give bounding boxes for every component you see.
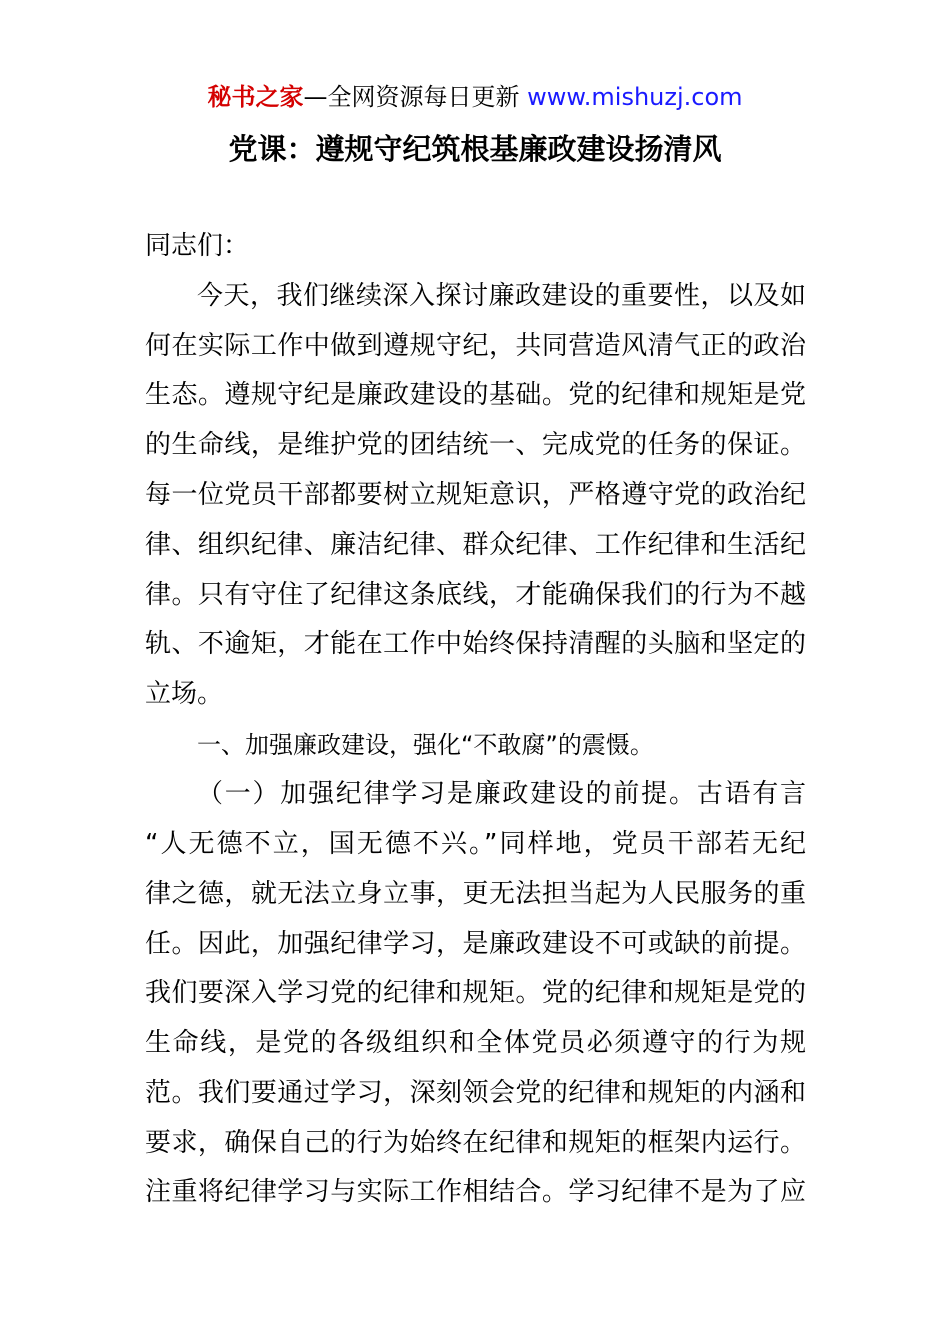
site-header	[0, 80, 950, 114]
body-line: 生态。遵规守纪是廉政建设的基础。党的纪律和规矩是党	[145, 380, 806, 410]
body-line: 律之德，就无法立身立事，更无法担当起为人民服务的重	[145, 879, 806, 909]
body-line: 律、组织纪律、廉洁纪律、群众纪律、工作纪律和生活纪	[145, 530, 806, 560]
body-line: 生命线，是党的各级组织和全体党员必须遵守的行为规	[145, 1028, 806, 1058]
body-line: 我们要深入学习党的纪律和规矩。党的纪律和规矩是党的	[145, 978, 806, 1008]
body-line: 要求，确保自己的行为始终在纪律和规矩的框架内运行。	[145, 1128, 806, 1158]
body-line: “人无德不立，国无德不兴。”同样地，党员干部若无纪	[145, 829, 806, 859]
document-title: 党课：遵规守纪筑根基廉政建设扬清风	[228, 132, 722, 166]
site-brand: 秘书之家	[207, 83, 304, 111]
body-line: 轨、不逾矩，才能在工作中始终保持清醒的头脑和坚定的	[145, 629, 806, 659]
body-line: 每一位党员干部都要树立规矩意识，严格遵守党的政治纪	[145, 480, 806, 510]
body-line: 注重将纪律学习与实际工作相结合。学习纪律不是为了应	[145, 1177, 806, 1207]
body-line: 律。只有守住了纪律这条底线，才能确保我们的行为不越	[145, 580, 806, 610]
body-line: 任。因此，加强纪律学习，是廉政建设不可或缺的前提。	[145, 929, 806, 959]
site-url-link[interactable]: www.mishuzj.com	[527, 83, 743, 111]
body-line: （一）加强纪律学习是廉政建设的前提。古语有言	[197, 779, 806, 809]
body-line: 立场。	[145, 679, 224, 709]
body-line: 今天，我们继续深入探讨廉政建设的重要性，以及如	[197, 281, 806, 311]
body-line: 的生命线，是维护党的团结统一、完成党的任务的保证。	[145, 430, 806, 460]
site-tagline: —全网资源每日更新	[303, 83, 528, 111]
body-line: 何在实际工作中做到遵规守纪，共同营造风清气正的政治	[145, 331, 806, 361]
section-heading: 一、加强廉政建设，强化“不敢腐”的震慑。	[197, 731, 654, 759]
body-line: 范。我们要通过学习，深刻领会党的纪律和规矩的内涵和	[145, 1078, 806, 1108]
salutation: 同志们：	[145, 231, 250, 261]
